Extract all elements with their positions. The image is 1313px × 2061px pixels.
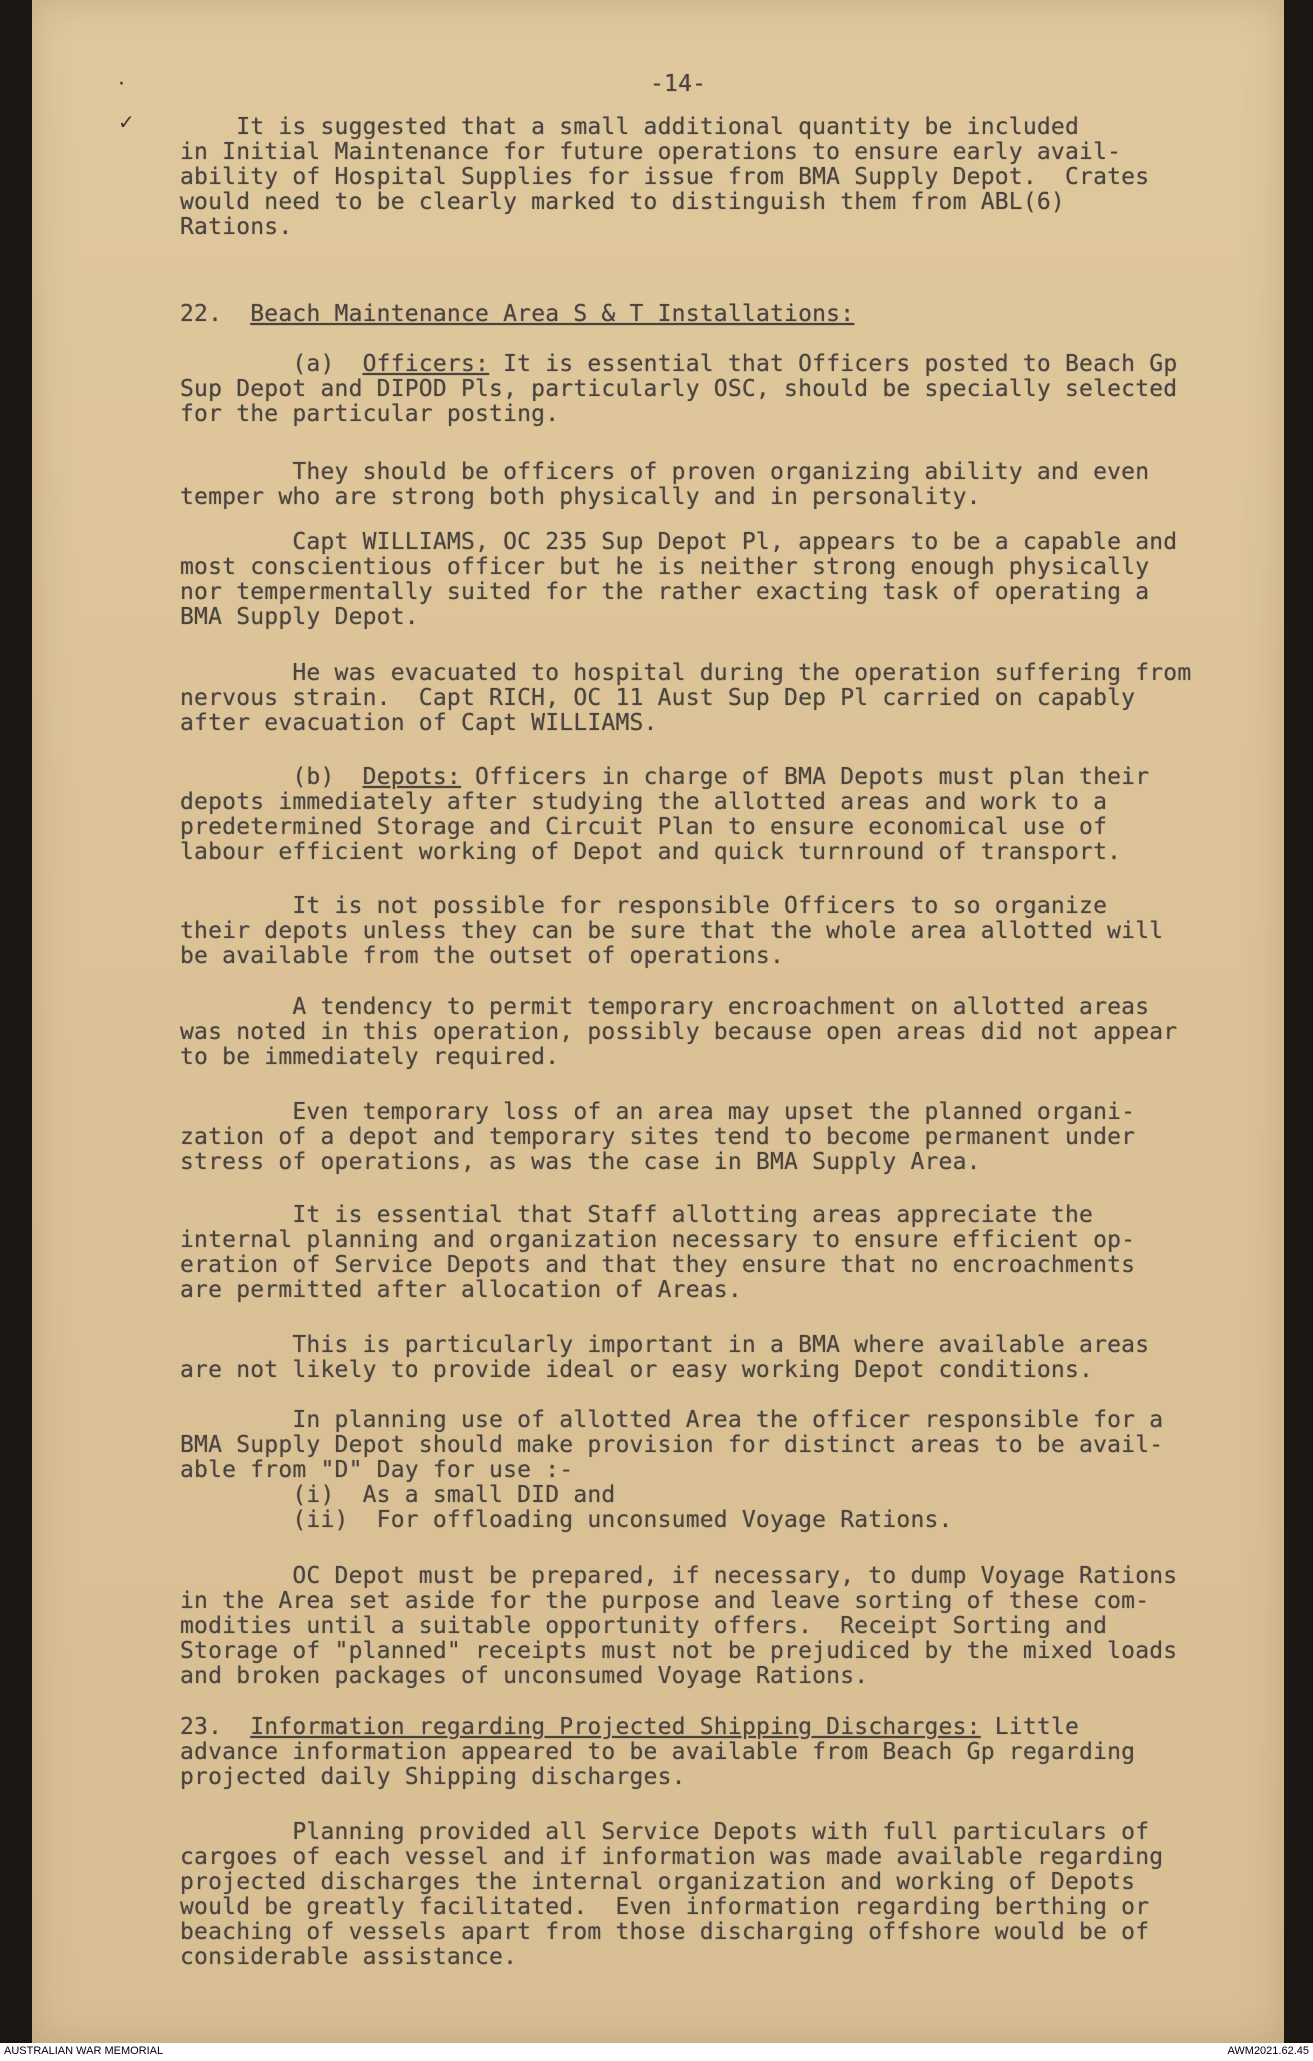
paragraph-capt-williams: Capt WILLIAMS, OC 235 Sup Depot Pl, appears to be a capable and most conscientious officer but he is neither strong enough physically nor tempermentally suited for the rather exacting task of operating a BMA Supply Depot. — [180, 529, 1178, 630]
paragraph-a-officers — [180, 352, 1177, 427]
paragraph-proven-ability: They should be officers of proven organizing ability and even temper who are strong both physically and in personality. — [180, 459, 1150, 510]
footer-institution: AUSTRALIAN WAR MEMORIAL — [4, 2045, 164, 2057]
footer-reference: AWM2021.62.45 — [1227, 2045, 1309, 2057]
paragraph-b-depots — [180, 765, 1149, 865]
page-number: -14- — [650, 71, 707, 97]
document-page — [32, 0, 1284, 2043]
item-a-text: It is essential that Officers posted to Beach Gp Sup Depot and DIPOD Pls, particularly OSC, should be specially selected for the particular posting. — [180, 351, 1178, 427]
item-a-label: (a) — [180, 351, 363, 377]
section-22-number: 22. — [180, 301, 251, 327]
section-22-heading — [180, 302, 854, 327]
paragraph-particularly-important: This is particularly important in a BMA where available areas are not likely to provide ideal or easy working Depot conditions. — [180, 1332, 1150, 1383]
section-23-number: 23. — [180, 1714, 251, 1740]
section-22-title: Beach Maintenance Area S & T Installations: — [250, 301, 855, 327]
paragraph-even-temporary: Even temporary loss of an area may upset the planned organi- zation of a depot and temporary sites tend to become permanent under stress of operations, as was the case in BMA Supply Area. — [180, 1099, 1136, 1175]
section-23-title: Information regarding Projected Shipping Discharges: — [250, 1714, 981, 1740]
pencil-tick-mark: ✓ — [118, 110, 135, 134]
section-23-text: Little advance information appeared to be available from Beach Gp regarding projected daily Shipping discharges. — [180, 1714, 1136, 1790]
item-b-text: Officers in charge of BMA Depots must plan their depots immediately after studying the allotted areas and work to a predetermined Storage and Circuit Plan to ensure economical use of labour efficient working of Depot and quick turnround of transport. — [180, 764, 1150, 865]
paragraph-planning-provided: Planning provided all Service Depots with full particulars of cargoes of each vessel and if information was made available regarding projected discharges the internal organization and working of Depots would be greatly facilitated. Even information regarding berthing or beaching of vessels apart from those discharging offshore would be of considerable assistance. — [180, 1819, 1164, 1970]
archive-footer — [0, 2043, 1313, 2061]
punch-mark: · — [118, 72, 125, 97]
item-b-label: (b) — [180, 764, 363, 790]
paragraph-planning-use: In planning use of allotted Area the officer responsible for a BMA Supply Depot should make provision for distinct areas to be avail- able from "D" Day for use :- (i) As a small DID and (ii) For offloading unconsumed Voyage Rations. — [180, 1407, 1164, 1533]
paragraph-tendency: A tendency to permit temporary encroachment on allotted areas was noted in this operation, possibly because open areas did not appear to be immediately required. — [180, 994, 1178, 1070]
paragraph-not-possible: It is not possible for responsible Officers to so organize their depots unless they can be sure that the whole area allotted will be available from the outset of operations. — [180, 893, 1164, 969]
item-b-heading: Depots: — [362, 764, 461, 790]
paragraph-oc-depot: OC Depot must be prepared, if necessary, to dump Voyage Rations in the Area set aside for the purpose and leave sorting of these com- modities until a suitable opportunity offers. Receipt Sorting and Storage of "planned" receipts must not be prejudiced by the mixed loads and broken packages of unconsumed Voyage Rations. — [180, 1563, 1178, 1689]
section-23-paragraph — [180, 1715, 1135, 1790]
paragraph-essential: It is essential that Staff allotting areas appreciate the internal planning and organization necessary to ensure efficient op- eration of Service Depots and that they ensure that no encroachments are permitted after allocation of Areas. — [180, 1202, 1136, 1303]
paragraph-evacuated: He was evacuated to hospital during the operation suffering from nervous strain. Capt RICH, OC 11 Aust Sup Dep Pl carried on capably after evacuation of Capt WILLIAMS. — [180, 660, 1192, 736]
item-a-heading: Officers: — [362, 351, 490, 377]
paragraph-hospital-supplies: It is suggested that a small additional quantity be included in Initial Maintenance for future operations to ensure early avail- ability of Hospital Supplies for issue from BMA Supply Depot. Crates would need to be clearly marked to distinguish them from ABL(6) Rations. — [180, 114, 1150, 240]
